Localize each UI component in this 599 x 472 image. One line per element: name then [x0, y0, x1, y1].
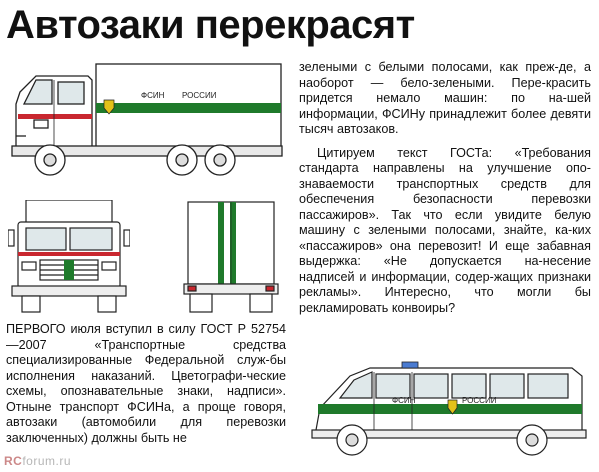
truck-label-russia: РОССИИ: [182, 91, 217, 100]
left-paragraph: [6, 322, 286, 446]
left-paragraph-text: июля вступил в силу ГОСТ Р 52754—2007 «Транспортные средства специализированные Федеральной служ-бы исполнения наказаний. Цветографи-ческие схемы, опознавательные знаки, надписи». Отныне транспорт ФСИНа, а проще говоря, автозаки (автомобили для перевозки заключенных) должны быть не: [6, 322, 286, 445]
truck-label-fsin: ФСИН: [141, 91, 165, 100]
van-label-fsin: ФСИН: [392, 396, 416, 405]
watermark: [4, 454, 71, 468]
article-right-column: [299, 60, 591, 316]
headline: Автозаки перекрасят: [6, 3, 415, 47]
van-label-russia: РОССИИ: [462, 396, 497, 405]
article-left-column: [6, 322, 286, 446]
watermark-brand: RC: [4, 454, 23, 468]
watermark-site: forum.ru: [22, 454, 72, 468]
truck-side-illustration: [6, 56, 292, 186]
van-side-illustration: [310, 348, 593, 466]
truck-rear-illustration: [182, 200, 282, 314]
lead-word: ПЕРВОГО: [6, 322, 66, 336]
flashing-light-icon: [402, 362, 418, 368]
right-paragraph-1: зелеными с белыми полосами, как преж-де, а наоборот — бело-зелеными. Пере-красить придется немало машин: по на-шей информации, ФСИНу принадлежит более девяти тысяч автозаков.: [299, 60, 591, 136]
right-paragraph-2: Цитируем текст ГОСТа: «Требования стандарта направлены на улучшение опо-знаваемости транспортных средств для обеспечения безопасности перевозки пассажиров». Так что если увидите белую машину с зелеными полосами, знайте, ка-ких «пассажиров» она перевозит! И еще забавная выдержка: «Не допускается на-несение надписей и информации, содер-жащих признаки рекламы». Интересно, что могли бы рекламировать конвоиры?: [299, 145, 591, 315]
truck-front-illustration: [8, 200, 130, 314]
